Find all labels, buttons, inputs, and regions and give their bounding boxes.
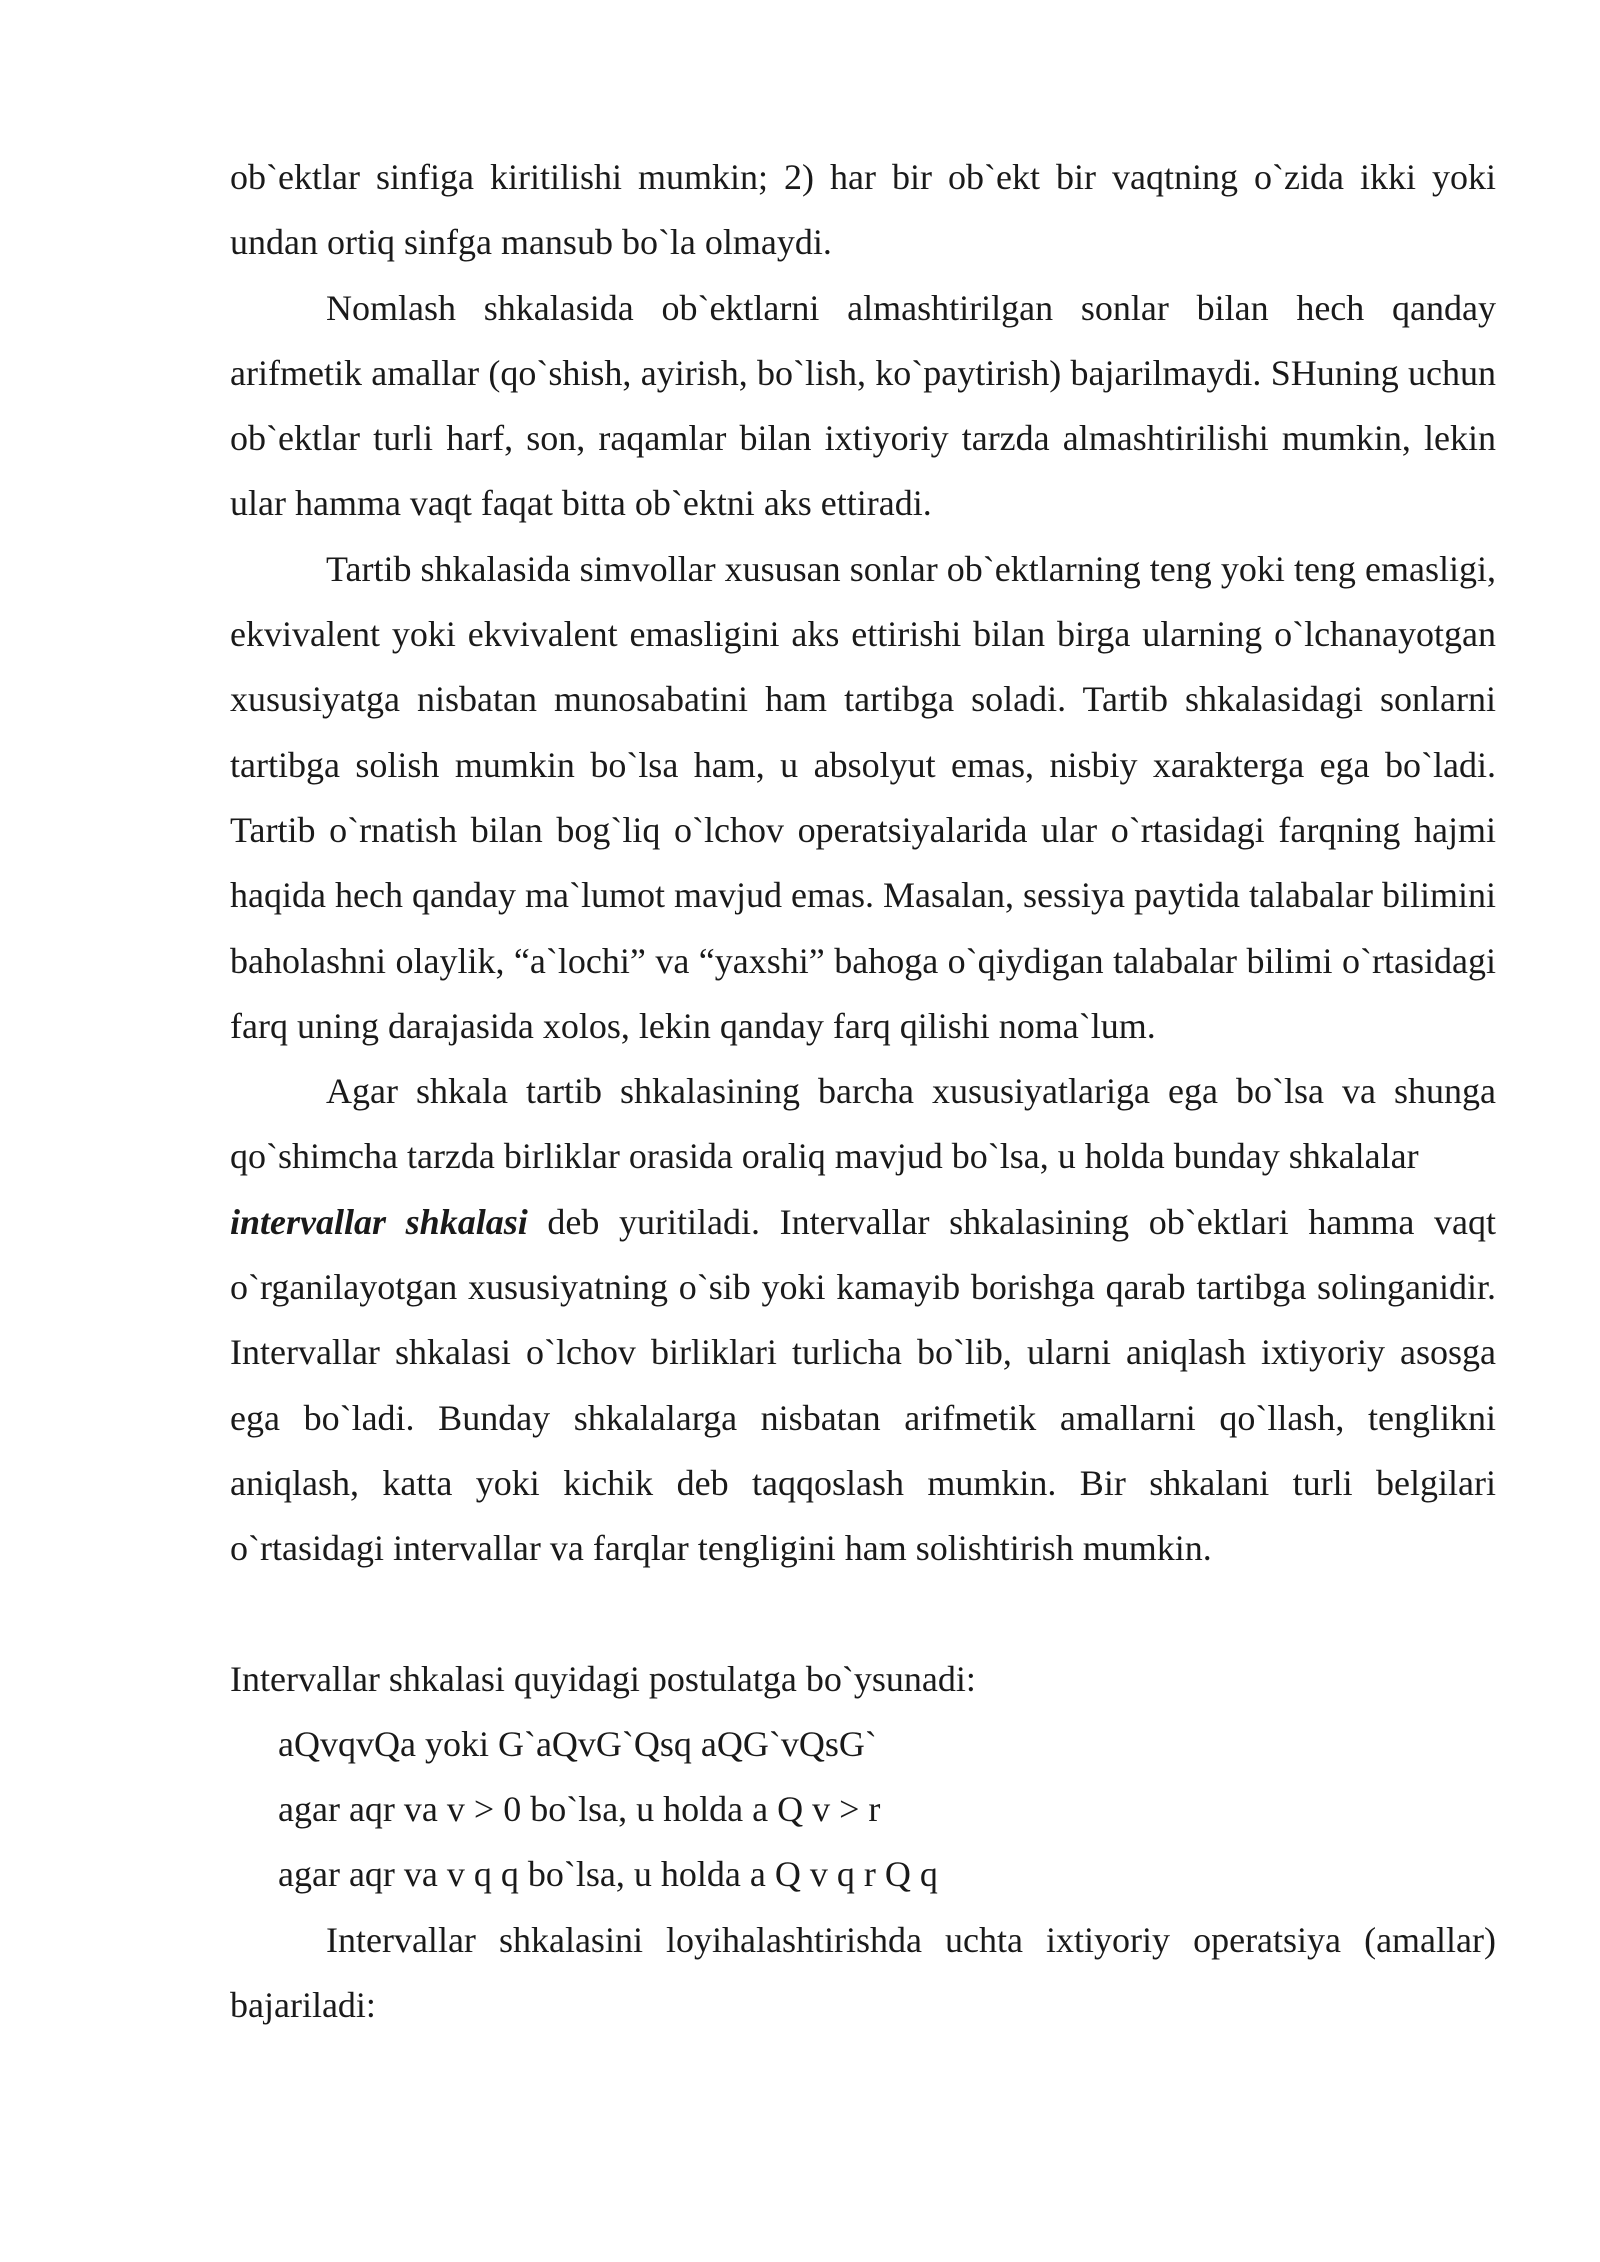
formula-line: aQvqvQa yoki G`aQvG`Qsq aQG`vQsG` — [278, 1723, 877, 1764]
paragraph-naming-scale: Nomlash shkalasida ob`ektlarni almashtirilgan sonlar bilan hech qanday arifmetik amallar (qo`shish, ayirish, bo`lish, ko`paytirish) bajarilmaydi. SHuning uchun ob`ektlar turli harf, son, raqamlar bilan ixtiyoriy tarzda almashtirilishi mumkin, lekin ular hamma vaqt faqat bitta ob`ektni aks ettiradi. — [230, 287, 1496, 524]
document-body — [230, 145, 1496, 2038]
formula-line: agar aqr va v > 0 bo`lsa, u holda a Q v > r — [278, 1789, 881, 1830]
interval-description-text: deb yuritiladi. Intervallar shkalasining ob`ektlari hamma vaqt o`rganilayotgan xususiyatning o`sib yoki kamayib borishga qarab tartibga solinganidir. Intervallar shkalasi o`lchov birliklari turlicha bo`lib, ularni aniqlash ixtiyoriy asosga ega bo`ladi. Bunday shkalalarga nisbatan arifmetik amallarni qo`llash, tenglikni aniqlash, katta yoki kichik deb taqqoslash mumkin. Bir shkalani turli belgilari o`rtasidagi intervallar va farqlar tengligini ham solishtirish mumkin. — [230, 1201, 1496, 1569]
postulate-heading: Intervallar shkalasi quyidagi postulatga bo`ysunadi: — [230, 1658, 976, 1699]
interval-scale-term: intervallar shkalasi — [230, 1201, 528, 1242]
paragraph-spacer — [230, 1582, 1496, 1647]
formula-line: agar aqr va v q q bo`lsa, u holda a Q v q r Q q — [278, 1854, 938, 1895]
paragraph-continuation: ob`ektlar sinfiga kiritilishi mumkin; 2) har bir ob`ekt bir vaqtning o`zida ikki yoki undan ortiq sinfga mansub bo`la olmaydi. — [230, 157, 1496, 263]
paragraph-operations: Intervallar shkalasini loyihalashtirishda uchta ixtiyoriy operatsiya (amallar) bajariladi: — [230, 1919, 1496, 2026]
interval-intro-text: Agar shkala tartib shkalasining barcha xususiyatlariga ega bo`lsa va shunga qo`shimcha tarzda birliklar orasida oraliq mavjud bo`lsa, u holda bunday shkalalar — [230, 1071, 1496, 1177]
paragraph-interval-scale — [230, 1059, 1496, 1581]
paragraph-order-scale: Tartib shkalasida simvollar xususan sonlar ob`ektlarning teng yoki teng emasligi, ekvivalent yoki ekvivalent emasligini aks ettirishi bilan birga ularning o`lchanayotgan xususiyatga nisbatan munosabatini ham tartibga soladi. Tartib shkalasidagi sonlarni tartibga solish mumkin bo`lsa ham, u absolyut emas, nisbiy xarakterga ega bo`ladi. Tartib o`rnatish bilan bog`liq o`lchov operatsiyalarida ular o`rtasidagi farqning hajmi haqida hech qanday ma`lumot mavjud emas. Masalan, sessiya paytida talabalar bilimini baholashni olaylik, “a`lochi” va “yaxshi” bahoga o`qiydigan talabalar bilimi o`rtasidagi farq uning darajasida xolos, lekin qanday farq qilishi noma`lum. — [230, 548, 1496, 1046]
